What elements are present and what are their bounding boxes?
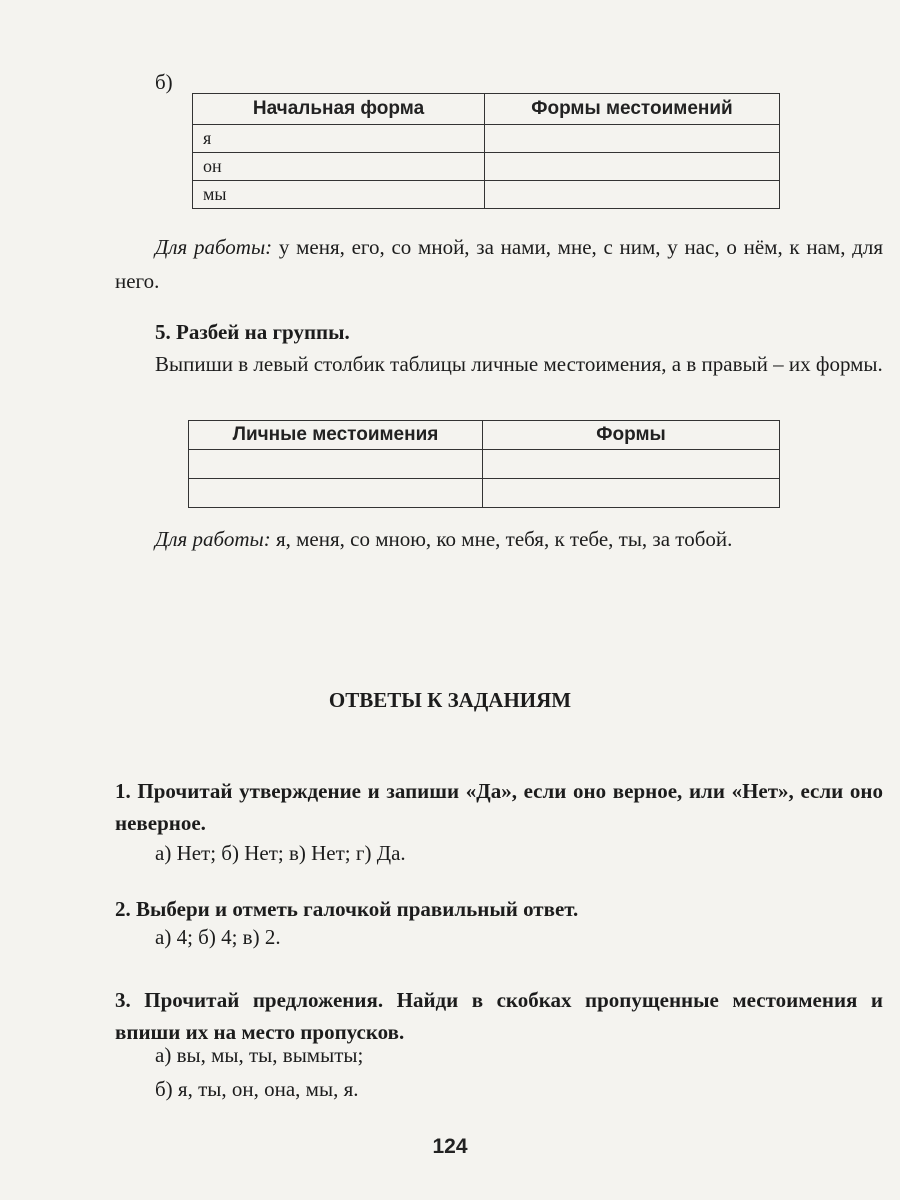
- for-work-paragraph-5: [115, 522, 883, 556]
- for-work-text: я, меня, со мною, ко мне, тебя, к тебе, ты, за тобой.: [270, 527, 733, 551]
- table-row: [193, 153, 780, 181]
- table-row: [193, 181, 780, 209]
- for-work-label: Для работы:: [155, 527, 271, 551]
- personal-pronouns-table: [188, 420, 780, 508]
- table-cell: я: [193, 125, 485, 153]
- for-work-text: у меня, его, со мной, за нами, мне, с ним, у нас, о нём, к нам, для него.: [115, 235, 883, 293]
- answer-2-line: а) 4; б) 4; в) 2.: [155, 925, 281, 949]
- table-header-cell: Формы местоимений: [485, 94, 780, 125]
- table-cell: мы: [193, 181, 485, 209]
- for-work-label: Для работы:: [155, 235, 273, 259]
- answer-3-line-a: а) вы, мы, ты, вымыты;: [155, 1043, 364, 1067]
- for-work-paragraph-b: [115, 230, 883, 298]
- answer-2-title: 2. Выбери и отметь галочкой правильный ответ.: [115, 897, 579, 921]
- section-b-label: б): [155, 70, 173, 94]
- task5-title: 5. Разбей на группы.: [155, 320, 350, 344]
- table-cell-blank: [189, 479, 483, 508]
- table-header-cell: Личные местоимения: [189, 421, 483, 450]
- table-row: [189, 450, 780, 479]
- answer-3-line-b: б) я, ты, он, она, мы, я.: [155, 1077, 359, 1101]
- table-cell: он: [193, 153, 485, 181]
- table-cell-blank: [483, 450, 780, 479]
- table-header-row: [189, 421, 780, 450]
- answers-title: ОТВЕТЫ К ЗАДАНИЯМ: [328, 688, 572, 712]
- table-header-cell: Начальная форма: [193, 94, 485, 125]
- table-cell-blank: [485, 125, 780, 153]
- table-header-row: [193, 94, 780, 125]
- answer-3-title: 3. Прочитай предложения. Найди в скобках пропущенные местоимения и впиши их на место пропусков.: [115, 988, 883, 1044]
- page-number: 124: [432, 1135, 468, 1158]
- table-cell-blank: [483, 479, 780, 508]
- table-row: [193, 125, 780, 153]
- answer-1-title: 1. Прочитай утверждение и запиши «Да», если оно верное, или «Нет», если оно неверное.: [115, 779, 883, 835]
- answer-1-line: а) Нет; б) Нет; в) Нет; г) Да.: [155, 841, 406, 865]
- table-header-cell: Формы: [483, 421, 780, 450]
- table-cell-blank: [189, 450, 483, 479]
- table-row: [189, 479, 780, 508]
- pronoun-forms-table: [192, 93, 780, 209]
- table-cell-blank: [485, 153, 780, 181]
- table-cell-blank: [485, 181, 780, 209]
- task5-instruction: Выпиши в левый столбик таблицы личные местоимения, а в правый – их формы.: [155, 352, 883, 376]
